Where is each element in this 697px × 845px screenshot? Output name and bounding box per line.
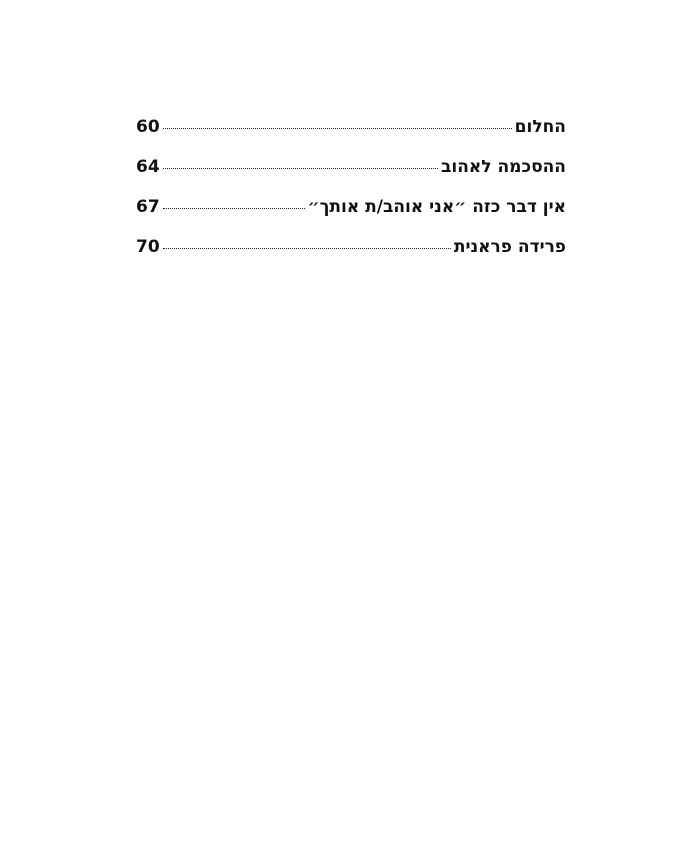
toc-entry-title: ההסכמה לאהוב <box>441 157 566 177</box>
toc-entry-page-number: 64 <box>136 157 160 177</box>
toc-entry <box>136 237 566 265</box>
toc-entry-page-number: 60 <box>136 117 160 137</box>
table-of-contents <box>136 117 566 277</box>
toc-leader-dots <box>163 208 305 209</box>
toc-leader-dots <box>163 168 438 169</box>
toc-entry-title: פרידה פראנית <box>453 237 566 257</box>
toc-leader-dots <box>163 248 451 249</box>
toc-entry-page-number: 70 <box>136 237 160 257</box>
toc-entry-title: החלום <box>514 117 566 137</box>
toc-entry <box>136 157 566 185</box>
toc-entry <box>136 117 566 145</box>
toc-entry-title: אין דבר כזה ״אני אוהב/ת אותך״ <box>307 197 566 217</box>
toc-entry-page-number: 67 <box>136 197 160 217</box>
toc-entry <box>136 197 566 225</box>
toc-leader-dots <box>163 128 512 129</box>
